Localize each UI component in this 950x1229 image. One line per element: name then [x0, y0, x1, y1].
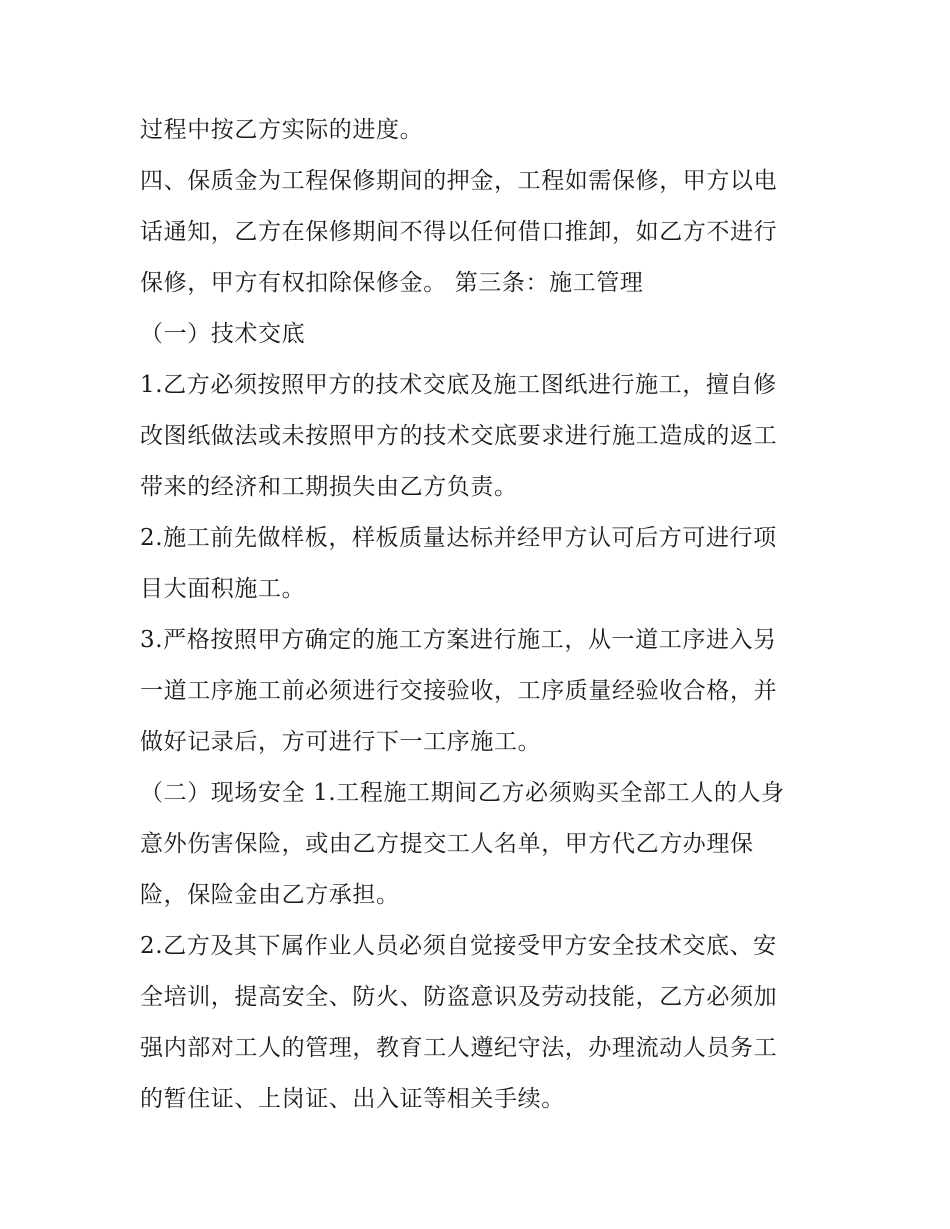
text-line: 改图纸做法或未按照甲方的技术交底要求进行施工造成的返工 [140, 423, 778, 449]
text-line: 一道工序施工前必须进行交接验收，工序质量经验收合格，并 [140, 678, 778, 704]
section-heading: （二）现场安全 1.工程施工期间乙方必须购买全部工人的人身 [140, 780, 785, 806]
text-line: 话通知，乙方在保修期间不得以任何借口推卸，如乙方不进行 [140, 219, 778, 245]
text-line: 带来的经济和工期损失由乙方负责。 [140, 474, 518, 500]
text-line: 强内部对工人的管理，教育工人遵纪守法，办理流动人员务工 [140, 1035, 778, 1061]
text-line: 过程中按乙方实际的进度。 [140, 117, 424, 143]
text-line: 的暂住证、上岗证、出入证等相关手续。 [140, 1086, 565, 1112]
document-body [140, 105, 820, 1125]
text-line: 全培训，提高安全、防火、防盗意识及劳动技能，乙方必须加 [140, 984, 778, 1010]
text-line: 险，保险金由乙方承担。 [140, 882, 400, 908]
text-line: 3.严格按照甲方确定的施工方案进行施工，从一道工序进入另 [140, 627, 777, 653]
text-line: 2.施工前先做样板，样板质量达标并经甲方认可后方可进行项 [140, 525, 777, 551]
text-line: 2.乙方及其下属作业人员必须自觉接受甲方安全技术交底、安 [140, 933, 777, 959]
text-line: 意外伤害保险，或由乙方提交工人名单，甲方代乙方办理保 [140, 831, 754, 857]
text-line: 保修，甲方有权扣除保修金。 第三条：施工管理 [140, 270, 644, 296]
section-heading: （一）技术交底 [140, 321, 306, 347]
text-line: 做好记录后，方可进行下一工序施工。 [140, 729, 542, 755]
text-line: 目大面积施工。 [140, 576, 306, 602]
text-line: 四、保质金为工程保修期间的押金，工程如需保修，甲方以电 [140, 168, 778, 194]
text-line: 1.乙方必须按照甲方的技术交底及施工图纸进行施工，擅自修 [140, 372, 777, 398]
